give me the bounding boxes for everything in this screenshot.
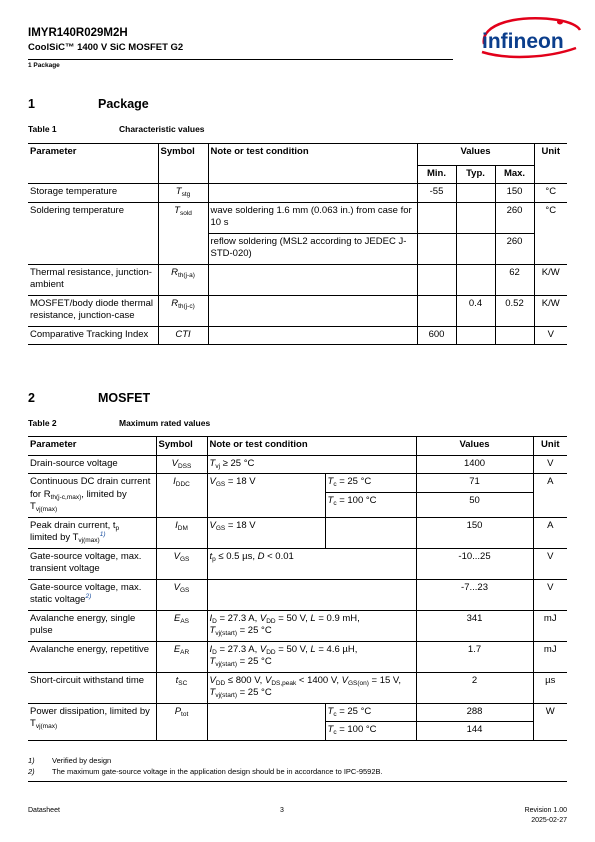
unit-cell: W bbox=[533, 703, 567, 740]
cond-cell: reflow soldering (MSL2 according to JEDEC J-STD-020) bbox=[208, 233, 417, 264]
col-symbol: Symbol bbox=[156, 437, 207, 456]
value-cell: 144 bbox=[416, 722, 533, 741]
part-number: IMYR140R029M2H bbox=[28, 27, 128, 39]
cond-cell: $V_{GS} = 18$ V bbox=[207, 517, 325, 548]
footnote-rule bbox=[28, 781, 567, 782]
section-2-number: 2 bbox=[28, 391, 35, 405]
symbol-cell: $V_{GS}$ bbox=[156, 579, 207, 610]
maximum-rated-values-table bbox=[28, 436, 567, 741]
cond-cell: $I_D = 27.3$ A, $V_{DD} = 50$ V, L = 0.9 mH, $T_{vj(start)} = 25$ °C bbox=[207, 610, 416, 641]
table-row bbox=[28, 474, 567, 493]
col-values: Values bbox=[416, 437, 533, 456]
table-row bbox=[28, 610, 567, 641]
footer-date: 2025-02-27 bbox=[531, 817, 567, 824]
col-unit: Unit bbox=[541, 439, 560, 450]
value-cell: -10...25 bbox=[416, 548, 533, 579]
unit-cell: A bbox=[547, 519, 554, 531]
symbol-cell: $V_{DSS}$ bbox=[156, 455, 207, 474]
typ-cell bbox=[456, 326, 495, 345]
value-cell: 1400 bbox=[416, 455, 533, 474]
cond-cell: $V_{GS} = 18$ V bbox=[207, 474, 325, 518]
typ-cell bbox=[456, 202, 495, 233]
section-1-heading bbox=[28, 97, 228, 113]
typ-cell bbox=[456, 184, 495, 203]
table-row bbox=[28, 455, 567, 474]
col-typ: Typ. bbox=[456, 165, 495, 184]
unit-cell: K/W bbox=[541, 266, 560, 278]
value-cell: 150 bbox=[416, 517, 533, 548]
table-row bbox=[28, 672, 567, 703]
unit-cell: V bbox=[547, 328, 554, 340]
min-cell: 600 bbox=[417, 326, 456, 345]
col-symbol: Symbol bbox=[158, 144, 208, 184]
table-row bbox=[28, 641, 567, 672]
characteristic-values-table bbox=[28, 143, 567, 345]
col-condition: Note or test condition bbox=[208, 144, 417, 184]
col-min: Min. bbox=[417, 165, 456, 184]
table-1-number: Table 1 bbox=[28, 124, 57, 134]
symbol-cell: $V_{GS}$ bbox=[156, 548, 207, 579]
table-row bbox=[28, 579, 567, 610]
min-cell bbox=[417, 264, 456, 295]
min-cell bbox=[417, 233, 456, 264]
symbol-cell: $E_{AR}$ bbox=[156, 641, 207, 672]
cond-cell bbox=[208, 295, 417, 326]
max-cell: 0.52 bbox=[495, 295, 534, 326]
table-row bbox=[28, 264, 567, 295]
section-2-title: MOSFET bbox=[98, 391, 151, 405]
table-row bbox=[28, 326, 567, 345]
footer-revision: Revision 1.00 bbox=[524, 807, 567, 814]
col-max: Max. bbox=[495, 165, 534, 184]
param-cell: Storage temperature bbox=[28, 184, 158, 203]
product-subtitle: CoolSiC™ 1400 V SiC MOSFET G2 bbox=[28, 42, 184, 53]
min-cell bbox=[417, 202, 456, 233]
table-row bbox=[28, 184, 567, 203]
unit-cell: °C bbox=[545, 186, 557, 197]
table-row bbox=[28, 548, 567, 579]
symbol-cell: $T_{sold}$ bbox=[158, 202, 208, 264]
value-cell: 341 bbox=[416, 610, 533, 641]
table-2-title: Maximum rated values bbox=[119, 418, 211, 428]
cond-cell: $T_{vj} \ge 25$ °C bbox=[207, 455, 416, 474]
logo-text: infineon bbox=[482, 30, 564, 53]
param-cell: MOSFET/body diode thermal resistance, junction-case bbox=[28, 295, 158, 326]
table-1-title: Characteristic values bbox=[119, 124, 205, 134]
value-cell: 71 bbox=[416, 474, 533, 493]
unit-cell: µs bbox=[545, 674, 556, 686]
col-parameter: Parameter bbox=[28, 144, 158, 184]
param-cell: Comparative Tracking Index bbox=[28, 326, 158, 345]
col-condition: Note or test condition bbox=[207, 437, 416, 456]
cond-cell: $I_D = 27.3$ A, $V_{DD} = 50$ V, L = 4.6 µH, $T_{vj(start)} = 25$ °C bbox=[207, 641, 416, 672]
unit-cell: °C bbox=[534, 202, 567, 264]
param-cell: Avalanche energy, single pulse bbox=[28, 610, 156, 641]
param-cell: Gate-source voltage, max. static voltage$^{2)}$ bbox=[28, 579, 156, 610]
param-cell: Power dissipation, limited by $T_{vj(max)}$ bbox=[28, 703, 156, 740]
footer-doc-type: Datasheet bbox=[28, 807, 60, 814]
typ-cell: 0.4 bbox=[456, 295, 495, 326]
max-cell bbox=[495, 326, 534, 345]
param-cell: Drain-source voltage bbox=[28, 455, 156, 474]
table-2-number: Table 2 bbox=[28, 418, 57, 428]
cond-cell bbox=[208, 326, 417, 345]
table-1-caption bbox=[28, 124, 328, 136]
unit-cell: A bbox=[533, 474, 567, 518]
table-row bbox=[28, 202, 567, 233]
param-cell: Short-circuit withstand time bbox=[28, 672, 156, 703]
page-number: 3 bbox=[280, 807, 284, 814]
cond2-cell: $T_c = 25$ °C bbox=[325, 703, 416, 722]
cond-cell bbox=[208, 264, 417, 295]
max-cell: 260 bbox=[495, 202, 534, 233]
value-cell: 1.7 bbox=[416, 641, 533, 672]
max-cell: 150 bbox=[495, 184, 534, 203]
infineon-logo bbox=[478, 14, 582, 60]
param-cell: Peak drain current, $t_p$ limited by $T_{vj(max)}^{1)}$ bbox=[28, 517, 156, 548]
value-cell: -7...23 bbox=[416, 579, 533, 610]
unit-cell: mJ bbox=[543, 612, 557, 624]
col-values: Values bbox=[417, 144, 534, 166]
param-cell: Avalanche energy, repetitive bbox=[28, 641, 156, 672]
symbol-cell: $I_{DDC}$ bbox=[156, 474, 207, 518]
col-parameter: Parameter bbox=[28, 437, 156, 456]
col-unit: Unit bbox=[534, 144, 567, 184]
footnote-1: 1) Verified by design bbox=[28, 756, 112, 765]
section-1-title: Package bbox=[98, 97, 149, 111]
cond-cell: $t_p \le 0.5$ µs, D < 0.01 bbox=[207, 548, 416, 579]
unit-cell: V bbox=[547, 457, 554, 469]
symbol-cell: $R_{th(j-c)}$ bbox=[158, 295, 208, 326]
param-cell: Soldering temperature bbox=[28, 202, 158, 264]
section-2-heading bbox=[28, 391, 228, 407]
min-cell bbox=[417, 295, 456, 326]
symbol-cell: $R_{th(j-a)}$ bbox=[158, 264, 208, 295]
value-cell: 288 bbox=[416, 703, 533, 722]
max-cell: 260 bbox=[495, 233, 534, 264]
param-cell: Continuous DC drain current for $R_{th(j-c,max)}$, limited by $T_{vj(max)}$ bbox=[28, 474, 156, 518]
unit-cell: V bbox=[547, 550, 554, 562]
value-cell: 2 bbox=[416, 672, 533, 703]
unit-cell: K/W bbox=[541, 297, 560, 309]
param-cell: Thermal resistance, junction-ambient bbox=[28, 264, 158, 295]
typ-cell bbox=[456, 233, 495, 264]
table-2-caption bbox=[28, 418, 328, 430]
symbol-cell: $E_{AS}$ bbox=[156, 610, 207, 641]
cond-cell: $V_{DD} \le 800$ V, $V_{DS,peak} < 1400$ V, $V_{GS(on)} = 15$ V, $T_{vj(start)} = 25$ °C bbox=[207, 672, 416, 703]
symbol-cell: CTI bbox=[158, 326, 208, 345]
cond2-cell: $T_c = 25$ °C bbox=[325, 474, 416, 493]
param-cell: Gate-source voltage, max. transient voltage bbox=[28, 548, 156, 579]
symbol-cell: $t_{SC}$ bbox=[156, 672, 207, 703]
table-row bbox=[28, 295, 567, 326]
cond-cell: wave soldering 1.6 mm (0.063 in.) from case for 10 s bbox=[208, 202, 417, 233]
table-row bbox=[28, 517, 567, 548]
cond-cell bbox=[208, 184, 417, 203]
min-cell: -55 bbox=[417, 184, 456, 203]
section-1-number: 1 bbox=[28, 97, 35, 111]
header-section: 1 Package bbox=[28, 62, 60, 69]
cond-cell bbox=[207, 579, 416, 610]
header-rule bbox=[28, 59, 453, 60]
typ-cell bbox=[456, 264, 495, 295]
value-cell: 50 bbox=[416, 493, 533, 517]
cond2-cell: $T_c = 100$ °C bbox=[325, 722, 416, 741]
footnote-2: 2) The maximum gate-source voltage in the application design should be in accordance to IPC-9592B. bbox=[28, 767, 383, 776]
symbol-cell: $T_{stg}$ bbox=[158, 184, 208, 203]
max-cell: 62 bbox=[495, 264, 534, 295]
symbol-cell: $I_{DM}$ bbox=[156, 517, 207, 548]
symbol-cell: $P_{tot}$ bbox=[156, 703, 207, 740]
table-row bbox=[28, 703, 567, 722]
unit-cell: mJ bbox=[543, 643, 557, 655]
unit-cell: V bbox=[547, 581, 554, 593]
cond2-cell: $T_c = 100$ °C bbox=[325, 493, 416, 517]
